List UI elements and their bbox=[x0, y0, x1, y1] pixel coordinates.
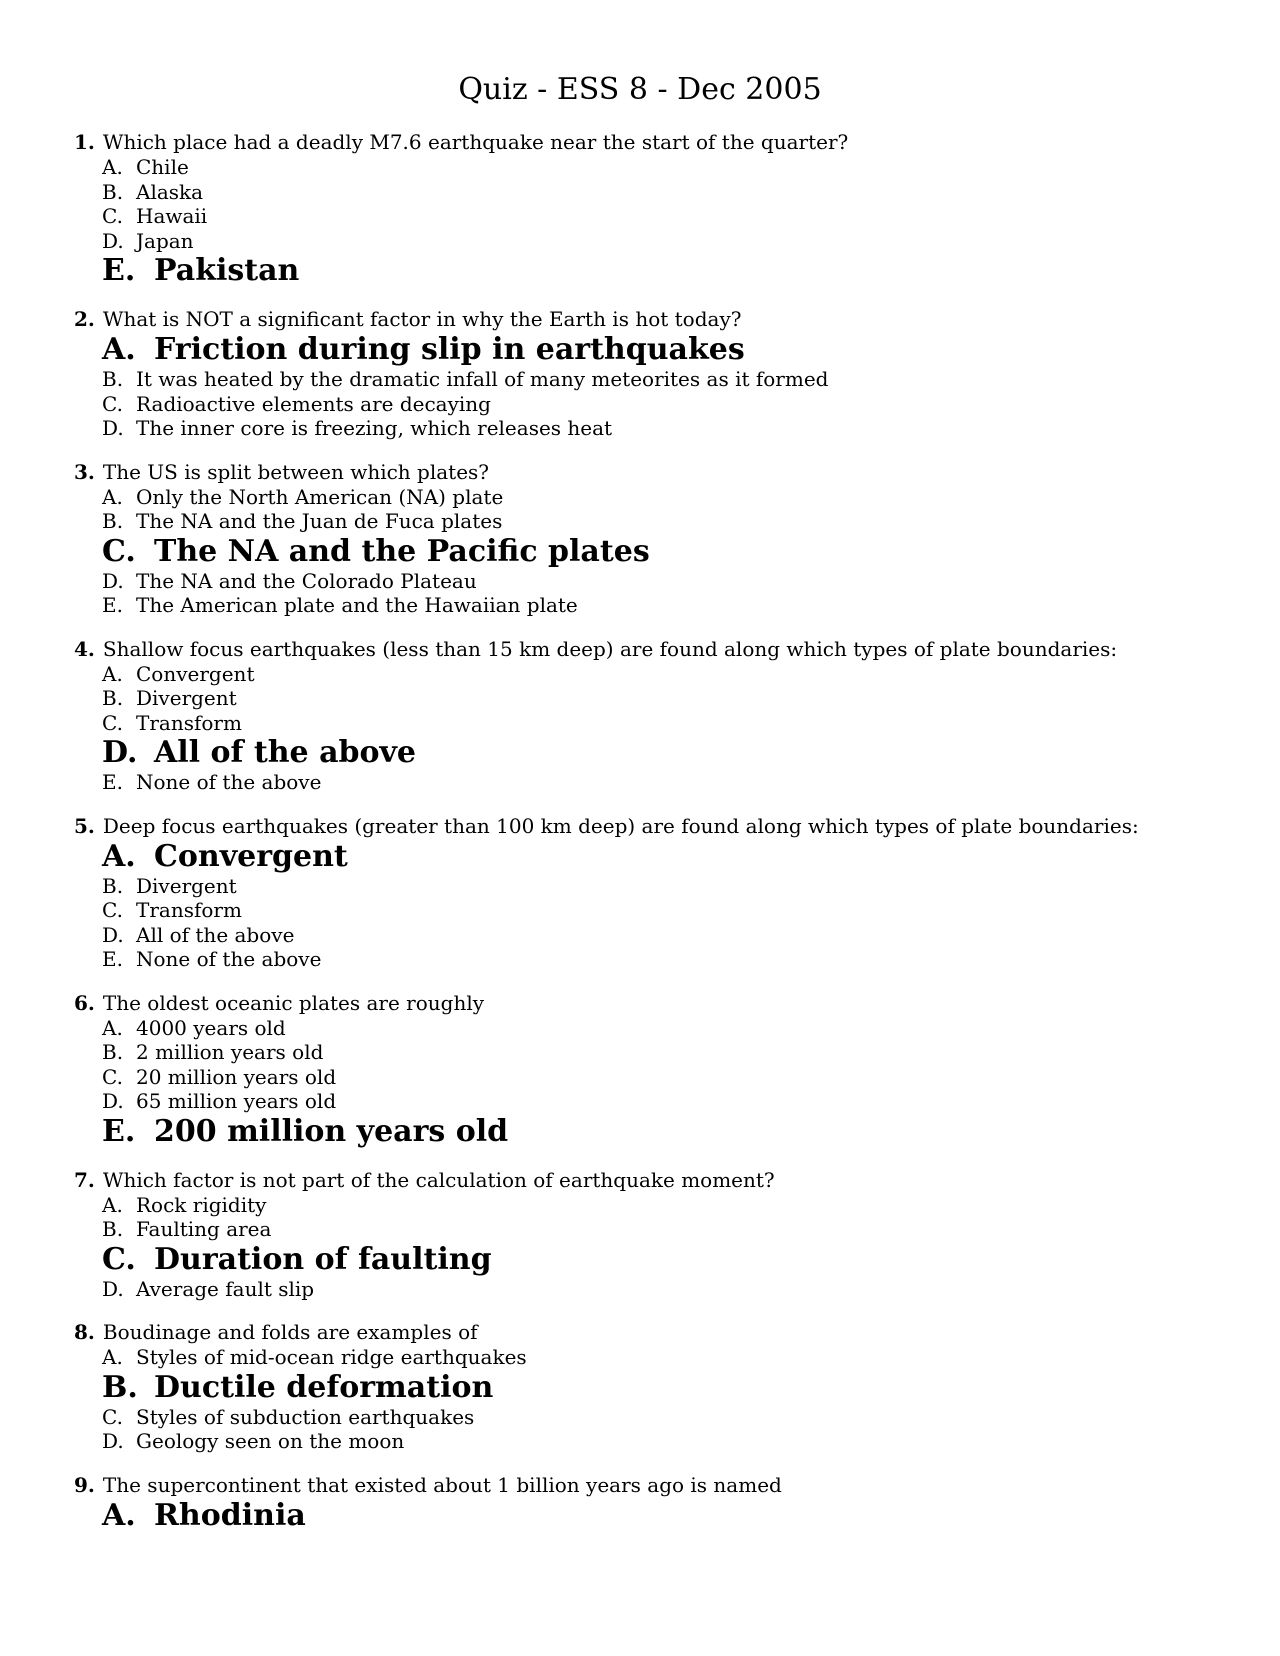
answer-options bbox=[102, 1193, 1254, 1302]
option-letter: C. bbox=[102, 204, 123, 228]
question-stem bbox=[74, 307, 1254, 332]
question-3 bbox=[74, 460, 1254, 618]
question-6 bbox=[74, 991, 1254, 1149]
answer-option-correct bbox=[102, 1498, 1254, 1533]
question-text: Boudinage and folds are examples of bbox=[102, 1320, 478, 1344]
option-text: Only the North American (NA) plate bbox=[136, 484, 504, 509]
option-text: Japan bbox=[136, 228, 194, 253]
option-text: Average fault slip bbox=[136, 1276, 315, 1301]
question-7 bbox=[74, 1168, 1254, 1302]
option-text: Convergent bbox=[154, 838, 348, 874]
option-letter: D. bbox=[102, 735, 138, 770]
question-text: The US is split between which plates? bbox=[102, 459, 490, 484]
question-number: 9. bbox=[74, 1472, 95, 1497]
answer-option bbox=[102, 662, 1254, 687]
option-text: It was heated by the dramatic infall of many meteorites as it formed bbox=[136, 367, 829, 391]
option-letter: A. bbox=[102, 484, 123, 509]
option-text: Pakistan bbox=[154, 253, 300, 288]
page-title: Quiz - ESS 8 - Dec 2005 bbox=[458, 72, 822, 107]
question-1 bbox=[74, 130, 1254, 288]
option-letter: B. bbox=[102, 873, 124, 898]
option-letter: D. bbox=[102, 1276, 124, 1301]
answer-option-correct bbox=[102, 332, 1254, 367]
option-letter: E. bbox=[102, 593, 123, 617]
answer-option-correct bbox=[102, 534, 1254, 569]
option-text: Divergent bbox=[136, 873, 237, 898]
option-letter: A. bbox=[102, 1192, 123, 1217]
option-letter: D. bbox=[102, 228, 124, 253]
question-number: 3. bbox=[74, 459, 95, 484]
option-text: Convergent bbox=[136, 661, 255, 686]
option-letter: E. bbox=[102, 770, 123, 794]
answer-option bbox=[102, 155, 1254, 180]
question-text: The oldest oceanic plates are roughly bbox=[102, 990, 485, 1015]
option-text: None of the above bbox=[136, 770, 322, 794]
answer-option bbox=[102, 1217, 1254, 1242]
answer-option bbox=[102, 1065, 1254, 1090]
answer-option-correct bbox=[102, 839, 1254, 874]
question-list bbox=[74, 130, 1254, 1552]
question-stem bbox=[74, 1320, 1254, 1345]
option-text: Divergent bbox=[136, 686, 237, 710]
question-stem bbox=[74, 1473, 1254, 1498]
option-text: Rock rigidity bbox=[136, 1192, 267, 1217]
option-letter: A. bbox=[102, 661, 123, 686]
option-letter: C. bbox=[102, 1241, 136, 1277]
question-text: Which factor is not part of the calculation of earthquake moment? bbox=[102, 1167, 775, 1192]
question-stem bbox=[74, 991, 1254, 1016]
option-text: 20 million years old bbox=[136, 1064, 337, 1089]
option-text: Chile bbox=[136, 155, 189, 179]
option-letter: B. bbox=[102, 1369, 138, 1405]
option-text: The inner core is freezing, which releases heat bbox=[136, 416, 613, 440]
answer-option bbox=[102, 1429, 1254, 1454]
answer-option bbox=[102, 1016, 1254, 1041]
answer-options bbox=[102, 839, 1254, 972]
answer-option bbox=[102, 180, 1254, 205]
question-stem bbox=[74, 637, 1254, 662]
answer-options bbox=[102, 662, 1254, 795]
answer-option-correct bbox=[102, 1370, 1254, 1405]
option-letter: B. bbox=[102, 509, 124, 533]
option-text: 65 million years old bbox=[136, 1089, 337, 1113]
answer-option bbox=[102, 392, 1254, 417]
option-letter: C. bbox=[102, 898, 123, 922]
option-text: Ductile deformation bbox=[154, 1369, 494, 1405]
answer-option bbox=[102, 711, 1254, 736]
answer-option bbox=[102, 569, 1254, 594]
option-letter: D. bbox=[102, 416, 124, 440]
option-letter: E. bbox=[102, 1113, 136, 1149]
option-letter: E. bbox=[102, 253, 136, 288]
option-text: The NA and the Pacific plates bbox=[154, 533, 650, 569]
option-text: Hawaii bbox=[136, 204, 208, 228]
option-text: All of the above bbox=[136, 922, 295, 947]
option-letter: A. bbox=[102, 1345, 123, 1369]
option-text: 2 million years old bbox=[136, 1040, 324, 1064]
question-number: 1. bbox=[74, 130, 95, 154]
option-letter: C. bbox=[102, 391, 123, 416]
answer-option bbox=[102, 1277, 1254, 1302]
answer-options bbox=[102, 1345, 1254, 1454]
option-letter: C. bbox=[102, 1404, 123, 1429]
question-stem bbox=[74, 1168, 1254, 1193]
option-letter: D. bbox=[102, 1089, 124, 1113]
question-text: The supercontinent that existed about 1 billion years ago is named bbox=[102, 1472, 782, 1497]
option-text: Styles of subduction earthquakes bbox=[136, 1404, 475, 1429]
answer-option bbox=[102, 874, 1254, 899]
option-letter: E. bbox=[102, 947, 123, 971]
answer-option bbox=[102, 1193, 1254, 1218]
question-text: What is NOT a significant factor in why the Earth is hot today? bbox=[102, 307, 742, 331]
option-text: None of the above bbox=[136, 947, 322, 971]
question-5 bbox=[74, 814, 1254, 972]
question-number: 4. bbox=[74, 636, 95, 661]
option-letter: B. bbox=[102, 1217, 124, 1241]
answer-option bbox=[102, 686, 1254, 711]
answer-option bbox=[102, 770, 1254, 795]
option-text: All of the above bbox=[154, 735, 417, 770]
option-text: 4000 years old bbox=[136, 1015, 286, 1040]
option-text: Styles of mid-ocean ridge earthquakes bbox=[136, 1345, 527, 1369]
answer-option bbox=[102, 367, 1254, 392]
option-text: Alaska bbox=[136, 179, 204, 204]
option-letter: B. bbox=[102, 686, 124, 710]
option-text: Rhodinia bbox=[154, 1497, 306, 1533]
option-text: Radioactive elements are decaying bbox=[136, 391, 491, 416]
question-number: 7. bbox=[74, 1167, 95, 1192]
option-letter: A. bbox=[102, 1015, 123, 1040]
answer-option bbox=[102, 923, 1254, 948]
option-letter: C. bbox=[102, 533, 136, 569]
answer-option bbox=[102, 1089, 1254, 1114]
answer-options bbox=[102, 332, 1254, 441]
answer-options bbox=[102, 1498, 1254, 1533]
answer-option bbox=[102, 485, 1254, 510]
answer-option bbox=[102, 1405, 1254, 1430]
answer-option bbox=[102, 509, 1254, 534]
question-stem bbox=[74, 460, 1254, 485]
answer-option bbox=[102, 229, 1254, 254]
answer-option bbox=[102, 416, 1254, 441]
question-4 bbox=[74, 637, 1254, 795]
option-letter: D. bbox=[102, 922, 124, 947]
question-number: 6. bbox=[74, 990, 95, 1015]
option-letter: B. bbox=[102, 1040, 124, 1064]
option-text: The American plate and the Hawaiian plate bbox=[136, 593, 578, 617]
option-letter: D. bbox=[102, 568, 124, 593]
question-8 bbox=[74, 1320, 1254, 1454]
answer-options bbox=[102, 1016, 1254, 1149]
option-text: Transform bbox=[136, 710, 242, 735]
answer-option bbox=[102, 1040, 1254, 1065]
option-letter: C. bbox=[102, 710, 123, 735]
answer-option bbox=[102, 947, 1254, 972]
option-letter: A. bbox=[102, 332, 136, 367]
question-9 bbox=[74, 1473, 1254, 1533]
answer-option bbox=[102, 593, 1254, 618]
answer-option bbox=[102, 204, 1254, 229]
answer-option bbox=[102, 1345, 1254, 1370]
option-text: Transform bbox=[136, 898, 242, 922]
option-text: Duration of faulting bbox=[154, 1241, 492, 1277]
question-2 bbox=[74, 307, 1254, 441]
question-stem bbox=[74, 130, 1254, 155]
answer-option-correct bbox=[102, 253, 1254, 288]
option-text: Friction during slip in earthquakes bbox=[154, 332, 745, 367]
answer-options bbox=[102, 485, 1254, 618]
question-number: 8. bbox=[74, 1320, 95, 1344]
question-text: Which place had a deadly M7.6 earthquake near the start of the quarter? bbox=[102, 130, 849, 154]
question-text: Shallow focus earthquakes (less than 15 km deep) are found along which types of plate boundaries: bbox=[102, 636, 1118, 661]
option-text: The NA and the Colorado Plateau bbox=[136, 568, 477, 593]
option-letter: D. bbox=[102, 1429, 124, 1453]
answer-option-correct bbox=[102, 735, 1254, 770]
option-letter: A. bbox=[102, 1497, 136, 1533]
answer-options bbox=[102, 155, 1254, 288]
question-number: 5. bbox=[74, 813, 95, 838]
option-letter: A. bbox=[102, 155, 123, 179]
option-text: The NA and the Juan de Fuca plates bbox=[136, 509, 503, 533]
option-text: Faulting area bbox=[136, 1217, 272, 1241]
answer-option-correct bbox=[102, 1114, 1254, 1149]
option-letter: A. bbox=[102, 838, 136, 874]
question-text: Deep focus earthquakes (greater than 100 km deep) are found along which types of plate boundaries: bbox=[102, 813, 1139, 838]
option-letter: B. bbox=[102, 179, 124, 204]
question-stem bbox=[74, 814, 1254, 839]
option-text: 200 million years old bbox=[154, 1113, 509, 1149]
answer-option-correct bbox=[102, 1242, 1254, 1277]
question-number: 2. bbox=[74, 307, 95, 331]
option-letter: C. bbox=[102, 1064, 123, 1089]
option-letter: B. bbox=[102, 367, 124, 391]
option-text: Geology seen on the moon bbox=[136, 1429, 405, 1453]
answer-option bbox=[102, 898, 1254, 923]
